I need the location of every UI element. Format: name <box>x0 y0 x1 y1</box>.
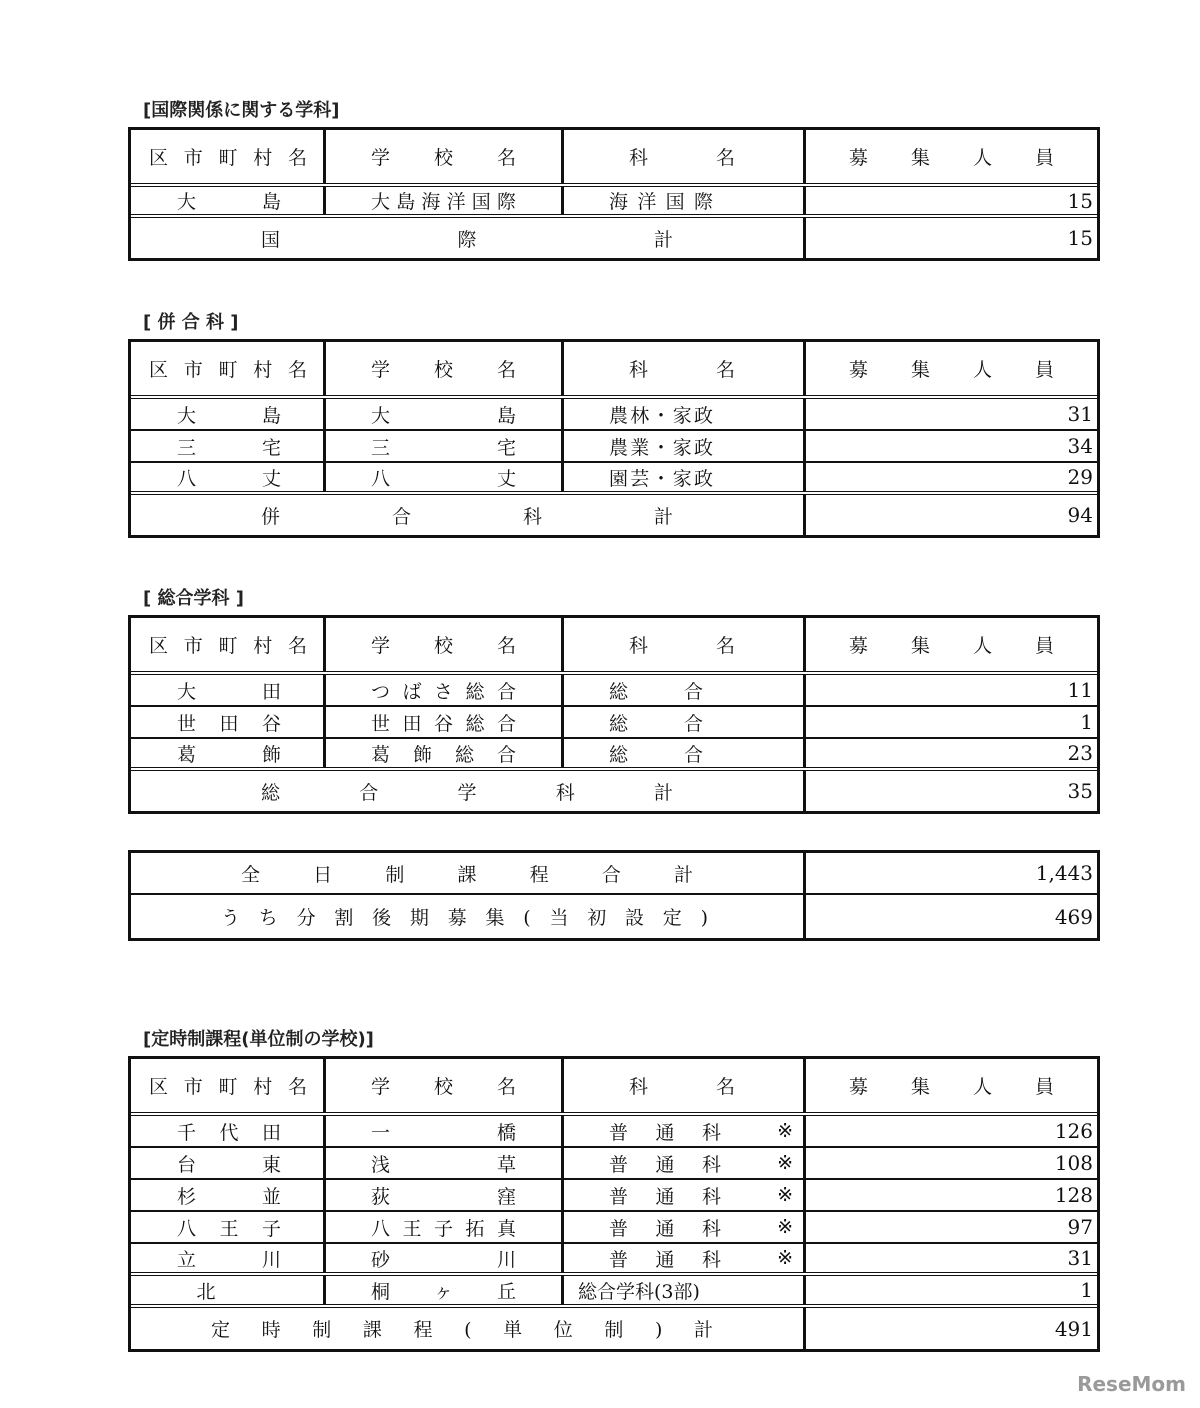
section-table <box>128 339 1100 538</box>
cell-text: 区市町村名 <box>149 1076 307 1098</box>
course-name: 普通科 <box>609 1153 721 1176</box>
table-row <box>131 1244 1097 1276</box>
cell-text: 台東 <box>177 1153 281 1176</box>
count-cell: 11 <box>1067 678 1093 702</box>
table-row <box>131 187 1097 218</box>
cell-text: 募集人員 <box>849 359 1054 381</box>
cell-text: 国際計 <box>261 228 673 251</box>
count-cell: 31 <box>1067 402 1093 426</box>
header-area <box>131 342 326 395</box>
cell-text: 海洋国際 <box>609 191 713 213</box>
course-cell <box>564 1148 806 1178</box>
course-name: 普通科 <box>609 1248 721 1271</box>
header-course <box>564 342 806 395</box>
cell-text: 園芸・家政 <box>609 467 713 490</box>
cell-text: 科名 <box>629 1076 735 1098</box>
header-row <box>131 342 1097 399</box>
note-mark: ※ <box>777 1184 793 1206</box>
cell-text: 定時制課程(単位制)計 <box>211 1319 713 1341</box>
total-label <box>131 495 806 535</box>
header-area <box>131 618 326 671</box>
cell-text: 三宅 <box>371 436 516 459</box>
area-cell <box>131 187 326 214</box>
section-title: [国際関係に関する学科] <box>143 100 340 121</box>
total-label <box>131 895 806 938</box>
area-cell <box>131 399 326 429</box>
count-cell: 1 <box>1080 1278 1093 1302</box>
count-cell: 31 <box>1067 1246 1093 1270</box>
cell-text: 農業・家政 <box>609 436 713 459</box>
cell-text: 大島 <box>371 404 516 427</box>
header-school <box>326 130 564 183</box>
total-row <box>131 771 1097 811</box>
school-cell <box>326 399 564 429</box>
header-row <box>131 1059 1097 1116</box>
table-row <box>131 1180 1097 1212</box>
course-cell <box>564 675 806 705</box>
cell-text: 併合科計 <box>261 505 673 528</box>
school-cell <box>326 1244 564 1272</box>
note-mark: ※ <box>777 1152 793 1174</box>
course-name: 普通科 <box>609 1185 721 1208</box>
cell-text: 全日制課程合計 <box>241 863 693 886</box>
count-cell: 35 <box>1067 779 1093 803</box>
cell-text: 一橋 <box>371 1121 516 1144</box>
header-count <box>806 618 1097 671</box>
school-cell <box>326 1148 564 1178</box>
header-row <box>131 130 1097 187</box>
course-name: 普通科 <box>609 1217 721 1240</box>
cell-text: 総合 <box>609 680 703 703</box>
school-cell <box>326 707 564 737</box>
course-cell <box>564 707 806 737</box>
course-cell <box>564 1180 806 1210</box>
course-cell <box>564 399 806 429</box>
cell-text: 八王子拓真 <box>371 1217 516 1240</box>
note-mark: ※ <box>777 1216 793 1238</box>
cell-text: 区市町村名 <box>149 635 307 657</box>
school-cell <box>326 1116 564 1146</box>
cell-text: 学校名 <box>371 359 516 381</box>
table-row <box>131 399 1097 431</box>
cell-text: 学校名 <box>371 147 516 169</box>
school-cell <box>326 187 564 214</box>
school-cell <box>326 1180 564 1210</box>
cell-text: 大島 <box>177 191 281 213</box>
cell-text: 杉並 <box>177 1185 281 1208</box>
area-cell <box>131 1148 326 1178</box>
area-cell <box>131 431 326 461</box>
total-label <box>131 218 806 258</box>
header-school <box>326 1059 564 1112</box>
cell-text: 科名 <box>629 359 735 381</box>
cell-text: 浅草 <box>371 1153 516 1176</box>
section-title: [ 併 合 科 ] <box>143 312 239 333</box>
section-table <box>128 127 1100 261</box>
section-table <box>128 615 1100 814</box>
school-cell <box>326 431 564 461</box>
header-course <box>564 1059 806 1112</box>
count-cell: 126 <box>1054 1119 1093 1143</box>
course-cell <box>564 1116 806 1146</box>
cell-text: 募集人員 <box>849 147 1054 169</box>
school-cell <box>326 675 564 705</box>
cell-text: 三宅 <box>177 436 281 459</box>
cell-text: うち分割後期募集(当初設定) <box>221 907 708 929</box>
count-cell: 108 <box>1054 1151 1093 1175</box>
header-school <box>326 342 564 395</box>
resemom-watermark: ReseMom <box>1077 1372 1186 1396</box>
cell-text: 八王子 <box>177 1217 281 1240</box>
count-cell: 23 <box>1067 741 1093 765</box>
note-mark: ※ <box>777 1120 793 1142</box>
cell-text: 募集人員 <box>849 1076 1054 1098</box>
table-row <box>131 431 1097 463</box>
cell-text: 農林・家政 <box>609 404 713 427</box>
cell-text: 区市町村名 <box>149 359 307 381</box>
header-count <box>806 342 1097 395</box>
area-cell <box>131 707 326 737</box>
cell-text: つばさ総合 <box>371 680 516 703</box>
cell-text: 総合学科計 <box>261 781 673 804</box>
header-row <box>131 618 1097 675</box>
course-cell <box>564 187 806 214</box>
school-cell <box>326 1212 564 1242</box>
cell-text: 砂川 <box>371 1248 516 1271</box>
cell-text: 区市町村名 <box>149 147 307 169</box>
table-row <box>131 463 1097 495</box>
note-mark: ※ <box>777 1247 793 1269</box>
school-cell <box>326 463 564 491</box>
total-label <box>131 771 806 811</box>
section-title: [定時制課程(単位制の学校)] <box>143 1029 374 1050</box>
area-cell <box>131 1180 326 1210</box>
count-cell: 15 <box>1067 188 1093 213</box>
count-cell: 94 <box>1067 503 1093 527</box>
count-cell: 128 <box>1054 1183 1093 1207</box>
cell-text: 大島 <box>177 404 281 427</box>
count-cell: 29 <box>1067 465 1093 489</box>
header-course <box>564 618 806 671</box>
summary-table <box>128 850 1100 941</box>
total-row <box>131 895 1097 938</box>
count-cell: 15 <box>1067 226 1093 250</box>
area-cell <box>131 463 326 491</box>
count-cell: 469 <box>1054 904 1093 929</box>
area-cell <box>131 1212 326 1242</box>
cell-text: 学校名 <box>371 635 516 657</box>
cell-text: 北 <box>196 1280 216 1303</box>
parttime-table <box>128 1056 1100 1352</box>
course-cell <box>564 739 806 767</box>
cell-text: 葛飾 <box>177 743 281 766</box>
count-cell: 97 <box>1067 1215 1093 1239</box>
cell-text: 学校名 <box>371 1076 516 1098</box>
course-cell: 総合学科(3部) <box>564 1276 806 1304</box>
area-cell <box>131 1116 326 1146</box>
cell-text: 八丈 <box>371 467 516 490</box>
total-row <box>131 1308 1097 1349</box>
table-row <box>131 707 1097 739</box>
total-row <box>131 495 1097 535</box>
table-row <box>131 1148 1097 1180</box>
count-cell: 1,443 <box>1035 861 1093 885</box>
header-school <box>326 618 564 671</box>
header-count <box>806 1059 1097 1112</box>
school-cell <box>326 1276 564 1304</box>
course-name: 普通科 <box>609 1121 721 1144</box>
table-row <box>131 739 1097 771</box>
total-label <box>131 1308 806 1349</box>
cell-text: 科名 <box>629 147 735 169</box>
cell-text: 世田谷総合 <box>371 712 516 735</box>
cell-text: 葛飾総合 <box>371 743 516 766</box>
area-cell <box>131 1276 326 1304</box>
cell-text: 世田谷 <box>177 712 281 735</box>
cell-text: 募集人員 <box>849 635 1054 657</box>
header-area <box>131 1059 326 1112</box>
count-cell: 34 <box>1067 434 1093 458</box>
area-cell <box>131 1244 326 1272</box>
course-cell <box>564 1212 806 1242</box>
table-row <box>131 1116 1097 1148</box>
count-cell: 1 <box>1080 710 1093 734</box>
cell-text: 大島海洋国際 <box>371 191 516 213</box>
header-count <box>806 130 1097 183</box>
cell-text: 総合 <box>609 743 703 766</box>
cell-text: 総合 <box>609 712 703 735</box>
table-row <box>131 675 1097 707</box>
school-cell <box>326 739 564 767</box>
cell-text: 科名 <box>629 635 735 657</box>
header-area <box>131 130 326 183</box>
section-title: [ 総合学科 ] <box>143 588 244 609</box>
header-course <box>564 130 806 183</box>
cell-text: 桐ヶ丘 <box>371 1280 516 1303</box>
total-row <box>131 218 1097 258</box>
area-cell <box>131 675 326 705</box>
count-cell: 491 <box>1054 1316 1093 1341</box>
total-label <box>131 853 806 893</box>
cell-text: 千代田 <box>177 1121 281 1144</box>
course-cell <box>564 1244 806 1272</box>
cell-text: 立川 <box>177 1248 281 1271</box>
cell-text: 荻窪 <box>371 1185 516 1208</box>
course-cell <box>564 431 806 461</box>
table-row <box>131 1212 1097 1244</box>
cell-text: 大田 <box>177 680 281 703</box>
total-row <box>131 853 1097 895</box>
cell-text: 八丈 <box>177 467 281 490</box>
area-cell <box>131 739 326 767</box>
course-cell <box>564 463 806 491</box>
table-row <box>131 1276 1097 1308</box>
